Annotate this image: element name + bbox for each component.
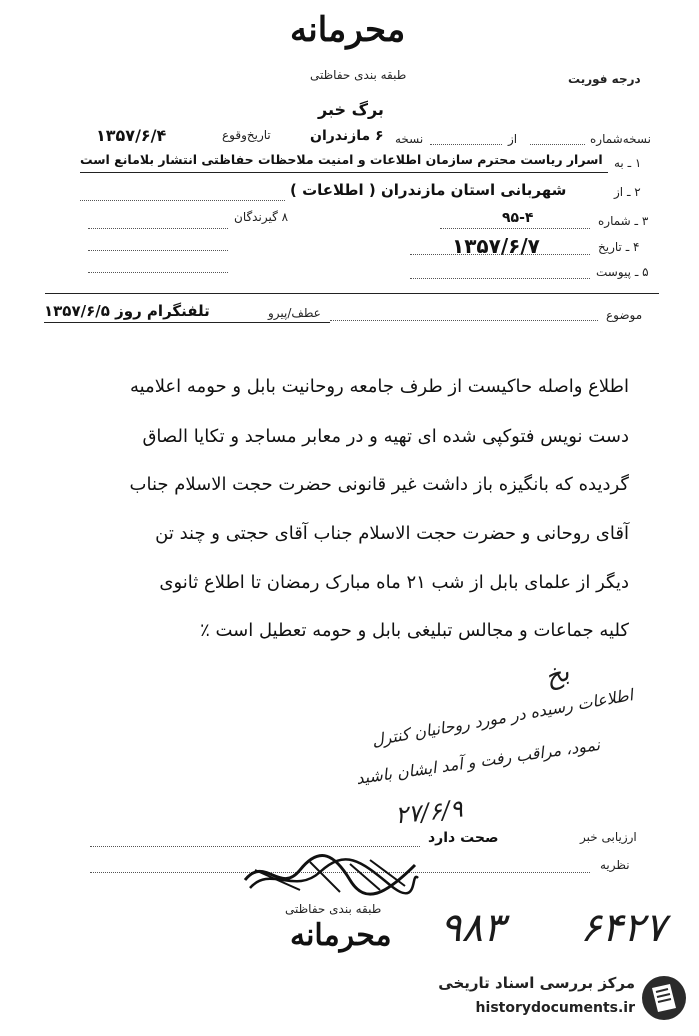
reference-underline <box>44 322 330 323</box>
copy-of-line <box>430 144 502 145</box>
evaluation-line <box>90 846 420 847</box>
page-title: محرمانه <box>290 10 406 50</box>
bottom-number-left: ۹۸۳ <box>440 905 505 951</box>
subject-line <box>330 320 598 321</box>
handwritten-line-3: ۲۷/۶/۹ <box>393 794 465 830</box>
evaluation-label: ارزیابی خبر <box>580 830 637 844</box>
priority-label: درجه فوریت <box>568 72 641 86</box>
field-3-line <box>440 228 590 229</box>
body-line-3: گردیده که بانگیزه باز داشت غیر قانونی حضرت حجت الاسلام جناب <box>129 474 629 495</box>
bottom-title: محرمانه <box>290 918 392 953</box>
recipients-line-3 <box>88 272 228 273</box>
handwritten-line-1: اطلاعات رسیده در مورد روحانیان کنترل <box>370 685 635 750</box>
copy-number-label: نسخه‌شماره <box>590 132 651 146</box>
copy-of-label: از <box>508 132 518 146</box>
bottom-classification-label: طبقه بندی حفاظتی <box>285 902 382 916</box>
watermark <box>420 968 690 1028</box>
copy-number-line <box>530 144 585 145</box>
header-divider <box>45 293 659 294</box>
reference-value: تلفنگرام روز ۱۳۵۷/۶/۵ <box>44 302 210 320</box>
bottom-number-right: ۶۴۲۷ <box>580 905 666 951</box>
body-line-5: دیگر از علمای بابل از شب ۲۱ ماه مبارک رمضان تا اطلاع ثانوی <box>159 572 629 593</box>
field-4-value: ۱۳۵۷/۶/۷ <box>452 234 540 258</box>
field-3-label: ۳ ـ شماره <box>598 214 649 228</box>
field-5-label: ۵ ـ پیوست <box>596 265 649 279</box>
scribbled-stamp <box>240 850 420 900</box>
copy-word: نسخه <box>395 132 424 146</box>
field-2-value: شهربانی استان مازندران ( اطلاعات ) <box>290 181 567 199</box>
field-1-value: اسرار ریاست محترم سازمان اطلاعات و امنیت ملاحظات حفاظتی انتشار بلامانع است <box>80 152 603 167</box>
recipients-line-2 <box>88 250 228 251</box>
body-line-2: دست نویس فتوکپی شده ای تهیه و در معابر مساجد و تکایا الصاق <box>142 426 629 447</box>
watermark-name: مرکز بررسی اسناد تاریخی <box>438 974 635 992</box>
subject-label: موضوع <box>606 308 643 322</box>
opinion-label: نظریه <box>600 858 630 872</box>
archive-logo-icon <box>640 974 688 1022</box>
classification-label: طبقه بندی حفاظتی <box>310 68 407 82</box>
field-4-label: ۴ ـ تاریخ <box>598 240 640 254</box>
handwritten-line-2: نمود، مراقب رفت و آمد ایشان باشید <box>354 734 602 789</box>
form-title: برگ خبر <box>318 100 384 119</box>
field-2-label: ۲ ـ از <box>614 185 641 199</box>
watermark-site: historydocuments.ir <box>475 1000 635 1016</box>
field-2-line <box>80 200 285 201</box>
event-date-label: تاریخ‌وقوع <box>222 128 271 142</box>
field-3-value: ۹۵-۴ <box>502 210 534 226</box>
reference-label: عطف/پیرو <box>268 306 321 320</box>
field-5-line <box>410 278 590 279</box>
field-1-label: ۱ ـ به <box>614 156 642 170</box>
handwritten-mark: بخ <box>540 657 574 693</box>
body-line-1: اطلاع واصله حاکیست از طرف جامعه روحانیت بابل و حومه اعلامیه <box>129 376 629 397</box>
recipients-line-1 <box>88 228 228 229</box>
body-line-4: آقای روحانی و حضرت حجت الاسلام جناب آقای حجتی و چند تن <box>155 523 629 544</box>
recipients-label: ۸ گیرندگان <box>234 210 289 224</box>
region-value: ۶ مازندران <box>310 128 384 144</box>
event-date-value: ۱۳۵۷/۶/۴ <box>96 126 167 145</box>
evaluation-value: صحت دارد <box>428 830 499 846</box>
field-1-underline <box>80 172 608 173</box>
body-line-6: کلیه جماعات و مجالس تبلیغی بابل و حومه تعطیل است ٪ <box>200 620 629 641</box>
